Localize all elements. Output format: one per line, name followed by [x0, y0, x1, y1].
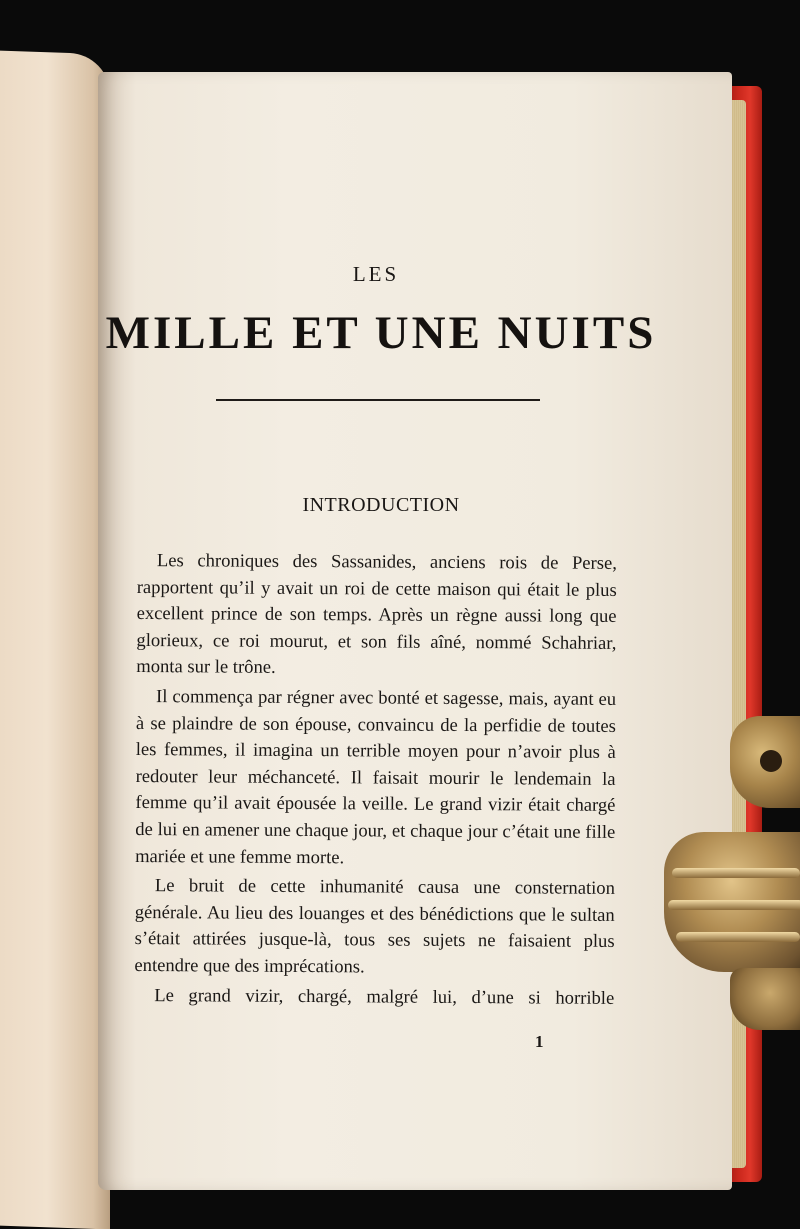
book-title: MILLE ET UNE NUITS: [105, 307, 657, 359]
paragraph: Le grand vizir, chargé, malgré lui, d’une si horrible: [154, 984, 615, 1009]
left-page: [0, 50, 110, 1229]
clasp-ridge: [676, 932, 800, 942]
paragraph: Le bruit de cette inhumanité causa une consternation générale. Au lieu des louanges et des bénédictions que le sultan s’était attirées jusque-là, tous ses sujets ne faisaient plus entendre que des imprécations.: [134, 875, 615, 978]
section-heading: INTRODUCTION: [302, 494, 460, 516]
brass-clasp-lower: [730, 968, 800, 1030]
title-rule: [216, 399, 540, 401]
paragraph: Les chroniques des Sassanides, anciens rois de Perse, rapportent qu’il y avait un roi de cette maison qui était le plus excellent prince de son temps. Après un règne aussi long que glorieux, ce roi mourut, et son fils aîné, nommé Schahriar, monta sur le trône.: [136, 550, 617, 679]
clasp-hole: [760, 750, 782, 772]
paragraph: Il commença par régner avec bonté et sagesse, mais, ayant eu à se plaindre de son épouse, convaincu de la perfidie de toutes les femmes, il imagina un terrible moyen pour n’avoir plus à redouter leur méchanceté. Il faisait mourir le lendemain la femme qu’il avait épousée la veille. Le grand vizir était chargé de lui en amener une chaque jour, et chaque jour c’était une fille mariée et une femme morte.: [135, 686, 617, 868]
body-text: [134, 548, 617, 1015]
clasp-ridge: [668, 900, 800, 910]
clasp-ridge: [672, 868, 800, 878]
pre-title: LES: [352, 262, 400, 286]
page-number: 1: [535, 1032, 544, 1051]
